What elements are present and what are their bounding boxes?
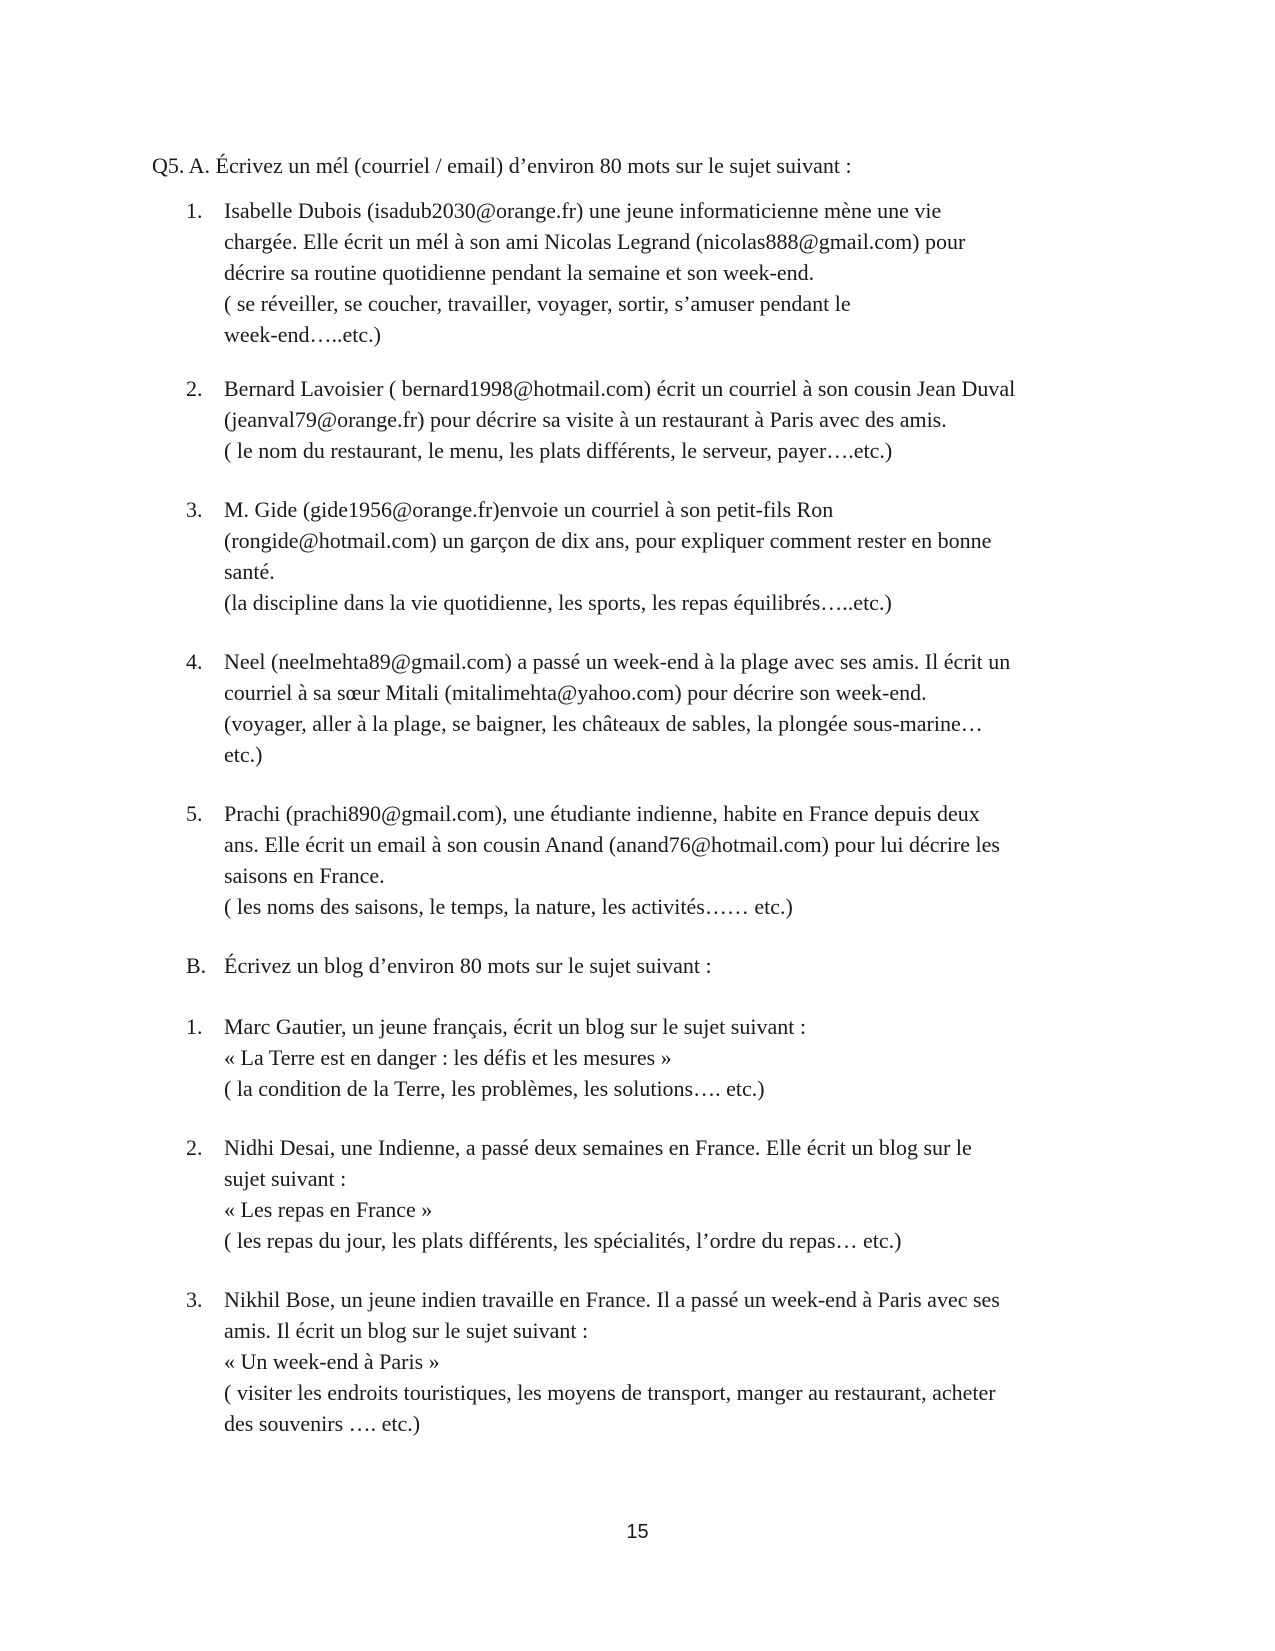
item-text: [224, 373, 1144, 466]
item-line: « Un week-end à Paris »: [224, 1349, 440, 1374]
part-b-heading-text: Écrivez un blog d’environ 80 mots sur le sujet suivant :: [224, 953, 712, 978]
item-text: [224, 195, 1144, 350]
item-line: Marc Gautier, un jeune français, écrit un blog sur le sujet suivant :: [224, 1014, 806, 1039]
item-number: 2.: [186, 376, 203, 401]
item-line: etc.): [224, 742, 263, 767]
item-line: Prachi (prachi890@gmail.com), une étudiante indienne, habite en France depuis deux: [224, 801, 980, 826]
item-line: ( le nom du restaurant, le menu, les plats différents, le serveur, payer….etc.): [224, 438, 893, 463]
item-text: [224, 798, 1144, 922]
item-line: sujet suivant :: [224, 1166, 347, 1191]
item-number: 4.: [186, 649, 203, 674]
item-line: courriel à sa sœur Mitali (mitalimehta@yahoo.com) pour décrire son week-end.: [224, 680, 927, 705]
page-number: 15: [626, 1521, 649, 1543]
item-line: Neel (neelmehta89@gmail.com) a passé un week-end à la plage avec ses amis. Il écrit un: [224, 649, 1011, 674]
item-number: 3.: [186, 1287, 203, 1312]
item-line: (jeanval79@orange.fr) pour décrire sa visite à un restaurant à Paris avec des amis.: [224, 407, 947, 432]
item-line: week-end…..etc.): [224, 322, 381, 347]
item-number: 1.: [186, 198, 203, 223]
item-text: [224, 1011, 1144, 1104]
item-line: santé.: [224, 559, 275, 584]
item-line: Nikhil Bose, un jeune indien travaille en France. Il a passé un week-end à Paris avec ses: [224, 1287, 1000, 1312]
item-line: Bernard Lavoisier ( bernard1998@hotmail.com) écrit un courriel à son cousin Jean Duval: [224, 376, 1016, 401]
item-number: 5.: [186, 801, 203, 826]
item-line: décrire sa routine quotidienne pendant la semaine et son week-end.: [224, 260, 815, 285]
item-line: Nidhi Desai, une Indienne, a passé deux semaines en France. Elle écrit un blog sur le: [224, 1135, 972, 1160]
item-line: ( la condition de la Terre, les problèmes, les solutions…. etc.): [224, 1076, 765, 1101]
item-line: ( se réveiller, se coucher, travailler, voyager, sortir, s’amuser pendant le: [224, 291, 851, 316]
item-text: [224, 494, 1144, 618]
item-text: [224, 1284, 1144, 1439]
item-line: (la discipline dans la vie quotidienne, les sports, les repas équilibrés…..etc.): [224, 590, 892, 615]
item-line: « La Terre est en danger : les défis et les mesures »: [224, 1045, 672, 1070]
part-b-label: B.: [186, 953, 207, 978]
item-line: Isabelle Dubois (isadub2030@orange.fr) une jeune informaticienne mène une vie: [224, 198, 942, 223]
item-number: 2.: [186, 1135, 203, 1160]
item-line: ( visiter les endroits touristiques, les moyens de transport, manger au restaurant, acheter: [224, 1380, 996, 1405]
item-line: chargée. Elle écrit un mél à son ami Nicolas Legrand (nicolas888@gmail.com) pour: [224, 229, 966, 254]
item-number: 3.: [186, 497, 203, 522]
item-line: amis. Il écrit un blog sur le sujet suivant :: [224, 1318, 589, 1343]
item-number: 1.: [186, 1014, 203, 1039]
item-text: [224, 646, 1144, 770]
item-line: saisons en France.: [224, 863, 385, 888]
item-text: [224, 1132, 1144, 1256]
item-line: « Les repas en France »: [224, 1197, 433, 1222]
item-line: (voyager, aller à la plage, se baigner, les châteaux de sables, la plongée sous-marine…: [224, 711, 983, 736]
item-line: des souvenirs …. etc.): [224, 1411, 421, 1436]
item-line: ( les repas du jour, les plats différents, les spécialités, l’ordre du repas… etc.): [224, 1228, 902, 1253]
item-line: M. Gide (gide1956@orange.fr)envoie un courriel à son petit-fils Ron: [224, 497, 834, 522]
item-line: (rongide@hotmail.com) un garçon de dix ans, pour expliquer comment rester en bonne: [224, 528, 992, 553]
item-line: ( les noms des saisons, le temps, la nature, les activités…… etc.): [224, 894, 793, 919]
item-line: ans. Elle écrit un email à son cousin Anand (anand76@hotmail.com) pour lui décrire les: [224, 832, 1000, 857]
question-heading: Q5. A. Écrivez un mél (courriel / email) d’environ 80 mots sur le sujet suivant :: [152, 153, 852, 178]
